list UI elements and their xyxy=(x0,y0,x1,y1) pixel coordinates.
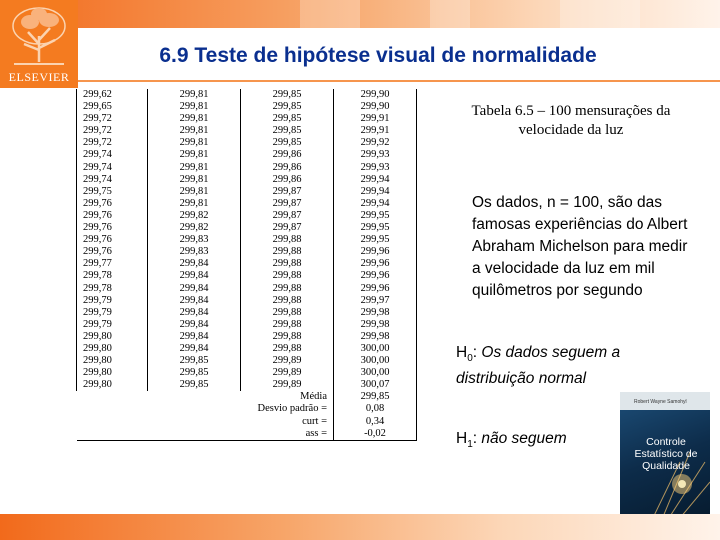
table-cell: 299,81 xyxy=(148,89,241,101)
table-cell: 299,85 xyxy=(241,113,334,125)
table-cell: 299,96 xyxy=(334,283,417,295)
description-text: Os dados, n = 100, são das famosas experiências do Albert Abraham Michelson para medir a velocidade da luz em mil quilômetros por segundo xyxy=(472,194,688,299)
table-cell: 299,95 xyxy=(334,222,417,234)
table-cell: 299,82 xyxy=(148,210,241,222)
table-cell: 299,72 xyxy=(77,113,148,125)
stats-row xyxy=(77,416,417,428)
table-cell: 299,81 xyxy=(148,137,241,149)
table-cell: 300,07 xyxy=(334,379,417,391)
table-cell: 299,76 xyxy=(77,234,148,246)
table-cell: 299,82 xyxy=(148,222,241,234)
table-cell: 299,76 xyxy=(77,222,148,234)
top-banner xyxy=(0,0,720,28)
table-cell: 300,00 xyxy=(334,367,417,379)
table-row xyxy=(77,379,417,391)
table-cell: 299,97 xyxy=(334,295,417,307)
stat-label: ass = xyxy=(148,428,334,441)
table-cell: 299,88 xyxy=(241,258,334,270)
table-row xyxy=(77,137,417,149)
table-row xyxy=(77,331,417,343)
table-cell: 299,80 xyxy=(77,367,148,379)
book-cover xyxy=(620,392,710,524)
table-cell: 299,84 xyxy=(148,295,241,307)
table-cell: 299,84 xyxy=(148,307,241,319)
table-cell: 299,83 xyxy=(148,246,241,258)
table-cell: 299,79 xyxy=(77,295,148,307)
table-row xyxy=(77,319,417,331)
table-cell: 299,96 xyxy=(334,258,417,270)
table-cell: 299,81 xyxy=(148,149,241,161)
table-cell: 299,93 xyxy=(334,149,417,161)
table-cell: 299,88 xyxy=(241,283,334,295)
stats-row xyxy=(77,391,417,403)
table-cell: 299,81 xyxy=(148,162,241,174)
table-cell: 299,87 xyxy=(241,210,334,222)
h1-separator: : xyxy=(472,430,482,447)
h0-text: Os dados seguem a distribuição normal xyxy=(456,344,621,388)
table-row xyxy=(77,101,417,113)
table-cell: 299,81 xyxy=(148,101,241,113)
table-cell: 299,91 xyxy=(334,125,417,137)
stat-value: 299,85 xyxy=(334,391,417,403)
table-row xyxy=(77,162,417,174)
table-cell: 299,94 xyxy=(334,186,417,198)
table-cell: 299,96 xyxy=(334,246,417,258)
table-row xyxy=(77,246,417,258)
table-cell: 299,81 xyxy=(148,198,241,210)
table-cell: 299,89 xyxy=(241,379,334,391)
table-cell: 299,84 xyxy=(148,343,241,355)
table-cell: 299,81 xyxy=(148,186,241,198)
table-row xyxy=(77,343,417,355)
table-cell: 299,96 xyxy=(334,270,417,282)
table-row xyxy=(77,307,417,319)
table-cell: 299,87 xyxy=(241,222,334,234)
table-cell: 299,88 xyxy=(241,270,334,282)
table-cell: 299,75 xyxy=(77,186,148,198)
table-cell: 299,76 xyxy=(77,198,148,210)
h1-symbol: H xyxy=(456,430,468,447)
table-cell: 299,88 xyxy=(241,331,334,343)
table-cell: 299,88 xyxy=(241,307,334,319)
table-cell: 299,88 xyxy=(241,343,334,355)
table-cell: 299,91 xyxy=(334,113,417,125)
slide-title: 6.9 Teste de hipótese visual de normalidade xyxy=(159,44,597,67)
table-cell: 299,95 xyxy=(334,234,417,246)
table-cell: 299,74 xyxy=(77,174,148,186)
blank-cell xyxy=(77,416,148,428)
book-title: Controle Estatístico de Qualidade xyxy=(634,436,698,472)
title-divider xyxy=(78,80,720,82)
stat-label: Média xyxy=(148,391,334,403)
table-cell: 300,00 xyxy=(334,355,417,367)
table-cell: 299,90 xyxy=(334,89,417,101)
table-cell: 299,78 xyxy=(77,270,148,282)
table-cell: 299,84 xyxy=(148,331,241,343)
null-hypothesis xyxy=(456,343,626,389)
table-cell: 299,76 xyxy=(77,246,148,258)
stats-row xyxy=(77,428,417,441)
table-cell: 299,80 xyxy=(77,343,148,355)
table-cell: 299,88 xyxy=(241,234,334,246)
table-cell: 299,72 xyxy=(77,125,148,137)
table-cell: 299,87 xyxy=(241,198,334,210)
stat-value: 0,34 xyxy=(334,416,417,428)
table-row xyxy=(77,113,417,125)
table-cell: 299,84 xyxy=(148,270,241,282)
blank-cell xyxy=(77,391,148,403)
table-cell: 299,85 xyxy=(241,137,334,149)
table-cell: 299,92 xyxy=(334,137,417,149)
table-cell: 299,72 xyxy=(77,137,148,149)
h1-subscript: 1 xyxy=(467,439,473,451)
table-cell: 300,00 xyxy=(334,343,417,355)
table-cell: 299,84 xyxy=(148,283,241,295)
table-row xyxy=(77,149,417,161)
table-cell: 299,74 xyxy=(77,149,148,161)
table-cell: 299,85 xyxy=(241,89,334,101)
table-cell: 299,88 xyxy=(241,319,334,331)
stat-label: curt = xyxy=(148,416,334,428)
table-cell: 299,95 xyxy=(334,210,417,222)
table-cell: 299,78 xyxy=(77,283,148,295)
h0-subscript: 0 xyxy=(467,353,473,365)
alternative-hypothesis xyxy=(456,430,626,450)
tree-emblem-icon xyxy=(0,0,78,70)
table-row xyxy=(77,367,417,379)
table-cell: 299,76 xyxy=(77,210,148,222)
table-cell: 299,80 xyxy=(77,355,148,367)
table-cell: 299,88 xyxy=(241,246,334,258)
table-cell: 299,85 xyxy=(241,125,334,137)
blank-cell xyxy=(77,403,148,415)
table-cell: 299,93 xyxy=(334,162,417,174)
h1-text: não seguem xyxy=(481,430,567,447)
table-cell: 299,85 xyxy=(148,355,241,367)
table-row xyxy=(77,210,417,222)
table-caption: Tabela 6.5 – 100 mensurações da velocidade da luz xyxy=(471,103,671,138)
table-row xyxy=(77,234,417,246)
table-cell: 299,62 xyxy=(77,89,148,101)
table-cell: 299,94 xyxy=(334,198,417,210)
table-cell: 299,87 xyxy=(241,186,334,198)
book-author: Robert Wayne Samohyl xyxy=(634,399,687,405)
table-cell: 299,86 xyxy=(241,149,334,161)
h0-symbol: H xyxy=(456,344,468,361)
table-cell: 299,94 xyxy=(334,174,417,186)
table-cell: 299,86 xyxy=(241,174,334,186)
table-cell: 299,89 xyxy=(241,355,334,367)
table-cell: 299,80 xyxy=(77,379,148,391)
table-cell: 299,89 xyxy=(241,367,334,379)
table-row xyxy=(77,174,417,186)
table-row xyxy=(77,355,417,367)
table-row xyxy=(77,283,417,295)
table-cell: 299,80 xyxy=(77,331,148,343)
table-cell: 299,81 xyxy=(148,113,241,125)
table-cell: 299,74 xyxy=(77,162,148,174)
table-cell: 299,81 xyxy=(148,125,241,137)
table-row xyxy=(77,222,417,234)
logo-text: ELSEVIER xyxy=(8,70,70,84)
table-cell: 299,79 xyxy=(77,319,148,331)
table-row xyxy=(77,198,417,210)
table-row xyxy=(77,125,417,137)
table-row xyxy=(77,295,417,307)
stat-label: Desvio padrão = xyxy=(148,403,334,415)
table-cell: 299,88 xyxy=(241,295,334,307)
table-cell: 299,84 xyxy=(148,319,241,331)
table-cell: 299,85 xyxy=(148,379,241,391)
stat-value: -0,02 xyxy=(334,428,417,441)
table-cell: 299,84 xyxy=(148,258,241,270)
table-cell: 299,98 xyxy=(334,307,417,319)
table-cell: 299,85 xyxy=(148,367,241,379)
blank-cell xyxy=(77,428,148,441)
elsevier-logo xyxy=(0,0,78,88)
measurements-table xyxy=(76,89,417,441)
table-row xyxy=(77,89,417,101)
table-cell: 299,85 xyxy=(241,101,334,113)
table-cell: 299,86 xyxy=(241,162,334,174)
table-row xyxy=(77,186,417,198)
table-cell: 299,90 xyxy=(334,101,417,113)
table-cell: 299,81 xyxy=(148,174,241,186)
h0-separator: : xyxy=(472,344,482,361)
bottom-banner xyxy=(0,514,720,540)
table-row xyxy=(77,258,417,270)
table-cell: 299,79 xyxy=(77,307,148,319)
table-cell: 299,83 xyxy=(148,234,241,246)
table-cell: 299,65 xyxy=(77,101,148,113)
table-cell: 299,77 xyxy=(77,258,148,270)
table-cell: 299,98 xyxy=(334,331,417,343)
stat-value: 0,08 xyxy=(334,403,417,415)
table-cell: 299,98 xyxy=(334,319,417,331)
stats-row xyxy=(77,403,417,415)
table-row xyxy=(77,270,417,282)
